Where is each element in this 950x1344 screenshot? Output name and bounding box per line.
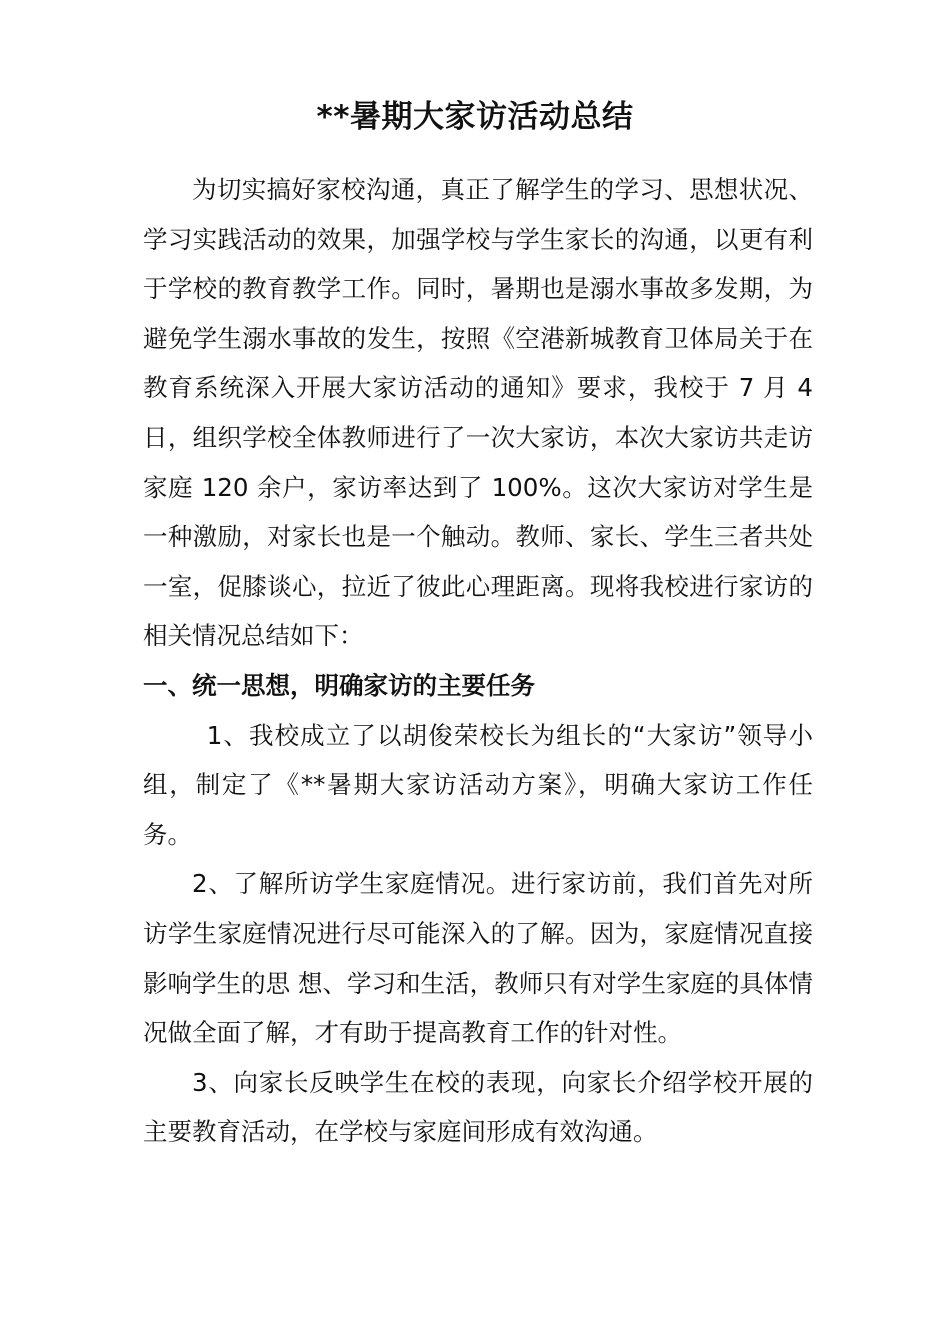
- list-item: 2、了解所访学生家庭情况。进行家访前，我们首先对所访学生家庭情况进行尽可能深入的了解。因为，家庭情况直接影响学生的思 想、学习和生活，教师只有对学生家庭的具体情况做全面了解，才有助于提高教育工作的针对性。: [143, 869, 813, 1048]
- list-item: 3、向家长反映学生在校的表现，向家长介绍学校开展的主要教育活动，在学校与家庭间形成有效沟通。: [143, 1067, 813, 1147]
- list-item: 1、我校成立了以胡俊荣校长为组长的“大家访”领导小组，制定了《**暑期大家访活动方案》，明确大家访工作任务。: [143, 720, 813, 849]
- section-heading: 一、统一思想，明确家访的主要任务: [143, 670, 535, 700]
- document-title: **暑期大家访活动总结: [316, 99, 634, 135]
- document-body: [143, 165, 813, 1157]
- intro-paragraph: 为切实搞好家校沟通，真正了解学生的学习、思想状况、 学习实践活动的效果，加强学校与学生家长的沟通，以更有利于学校的教育教学工作。同时，暑期也是溺水事故多发期，为避免学生溺水事故的发生，按照《空港新城教育卫体局关于在教育系统深入开展大家访活动的通知》要求，我校于 7 月 4 日，组织学校全体教师进行了一次大家访，本次大家访共走访家庭 120 余户，家访率达到了 100%。这次大家访对学生是一种激励，对家长也是一个触动。教师、家长、学生三者共处一室，促膝谈心，拉近了彼此心理距离。现将我校进行家访的相关情况总结如下：: [143, 175, 813, 651]
